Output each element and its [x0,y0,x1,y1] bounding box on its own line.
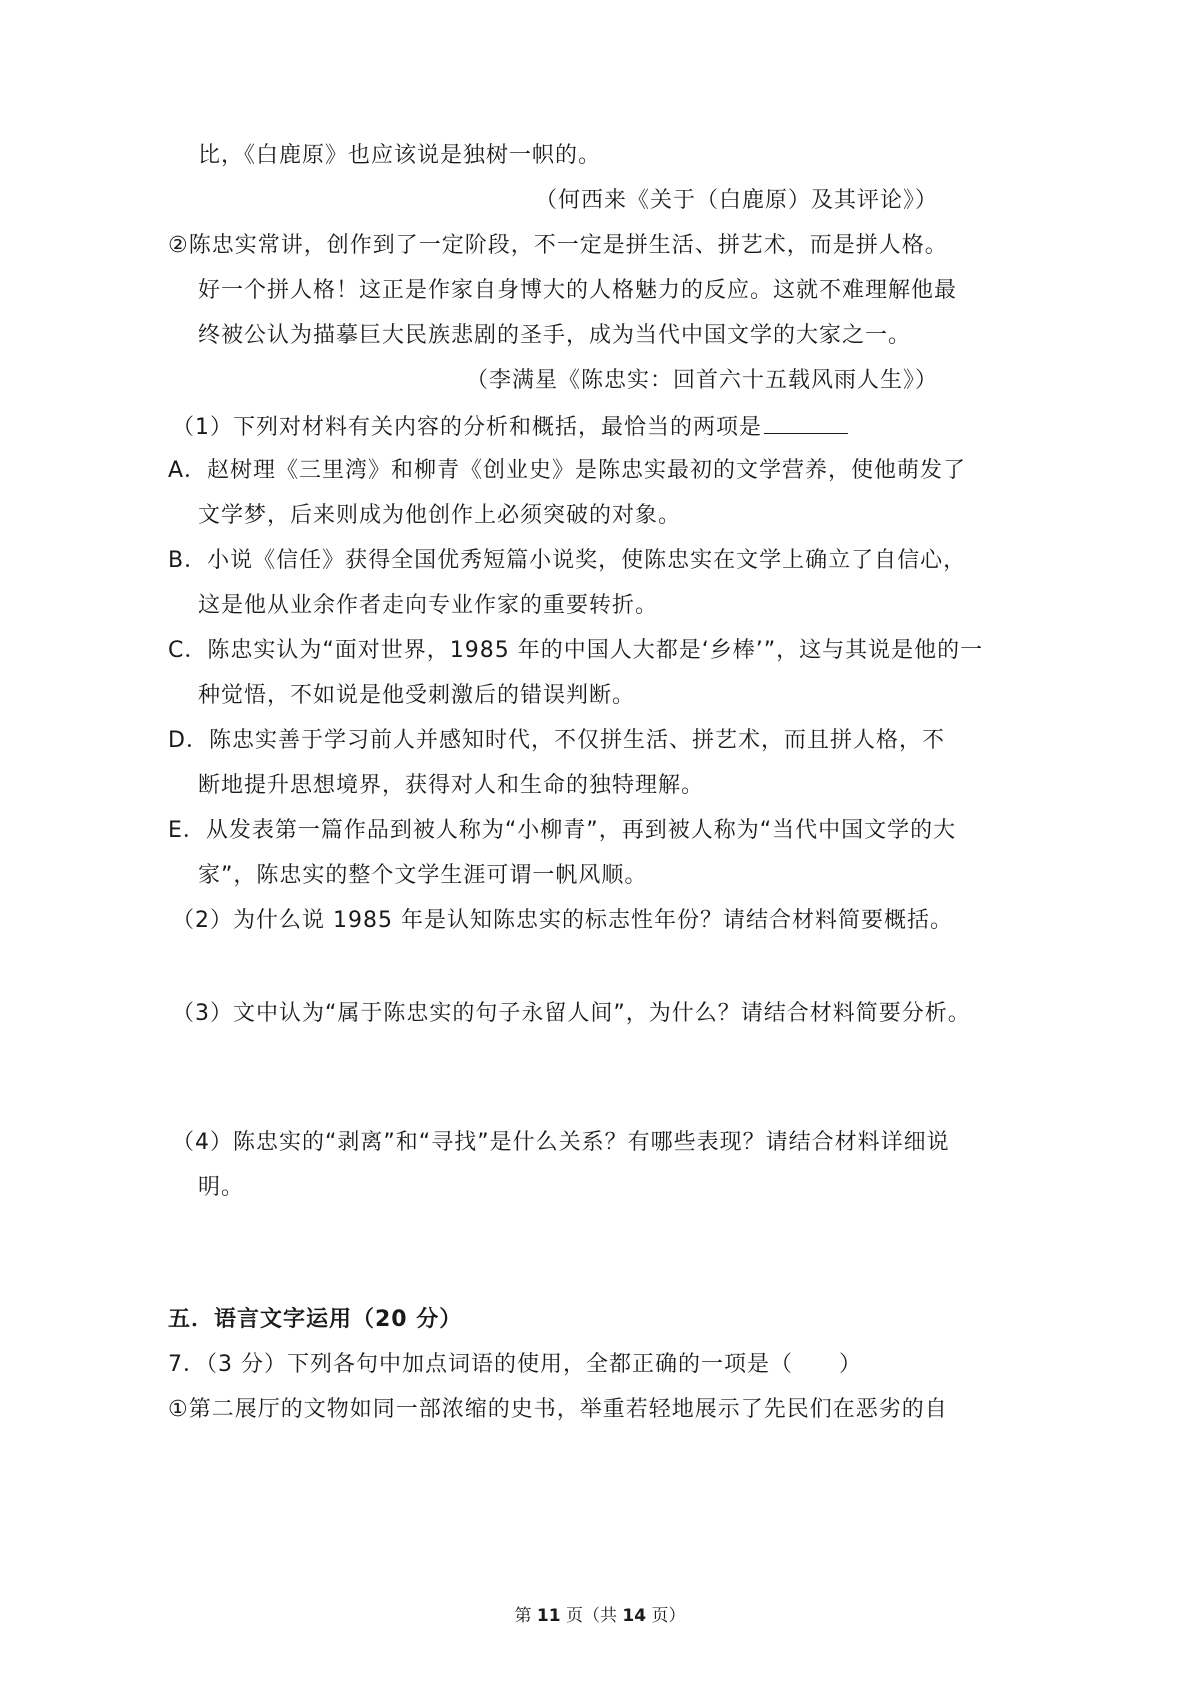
quote2-line1: ②陈忠实常讲，创作到了一定阶段，不一定是拼生活、拼艺术，而是拼人格。 [168,233,948,258]
footer-prefix: 第 [514,1606,532,1626]
q1-option-d-line1: D．陈忠实善于学习前人并感知时代，不仅拼生活、拼艺术，而且拼人格，不 [168,728,945,753]
q1-option-c-line1: C．陈忠实认为“面对世界，1985 年的中国人大都是‘乡棒’”，这与其说是他的一 [168,638,984,663]
footer-middle: 页（共 [566,1606,617,1626]
quote2-line3: 终被公认为描摹巨大民族悲剧的圣手，成为当代中国文学的大家之一。 [198,323,912,348]
q1-prompt-text: （1）下列对材料有关内容的分析和概括，最恰当的两项是 [172,415,762,440]
q4-line1: （4）陈忠实的“剥离”和“寻找”是什么关系？有哪些表现？请结合材料详细说 [172,1130,950,1155]
q1-option-a-line1: A．赵树理《三里湾》和柳青《创业史》是陈忠实最初的文学营养，使他萌发了 [168,458,967,483]
q7-sentence1: ①第二展厅的文物如同一部浓缩的史书，举重若轻地展示了先民们在恶劣的自 [168,1397,948,1422]
q3-text: （3）文中认为“属于陈忠实的句子永留人间”，为什么？请结合材料简要分析。 [172,1001,971,1026]
section5-heading: 五．语言文字运用（20 分） [168,1307,463,1332]
q4-line2: 明。 [198,1175,245,1200]
q1-answer-blank[interactable] [764,411,848,434]
q1-option-e-line2: 家”，陈忠实的整个文学生涯可谓一帆风顺。 [198,863,648,888]
q1-option-a-line2: 文学梦，后来则成为他创作上必须突破的对象。 [198,503,682,528]
footer-suffix: 页） [651,1606,686,1626]
q1-option-b-line1: B．小说《信任》获得全国优秀短篇小说奖，使陈忠实在文学上确立了自信心， [168,548,967,573]
footer-page-number: 11 [536,1606,561,1626]
q7-stem: 7．（3 分）下列各句中加点词语的使用，全都正确的一项是（ ） [168,1352,862,1377]
quote1-source: （何西来《关于（白鹿原）及其评论》） [534,188,938,213]
q1-prompt [172,411,848,443]
quote2-line2: 好一个拼人格！这正是作家自身博大的人格魅力的反应。这就不难理解他最 [198,278,958,303]
page-footer [0,1604,1200,1628]
quote2-source: （李满星《陈忠实：回首六十五载风雨人生》） [465,368,938,393]
q1-option-d-line2: 断地提升思想境界，获得对人和生命的独特理解。 [198,773,705,798]
quote1-end-line: 比，《白鹿原》也应该说是独树一帜的。 [198,143,602,168]
q1-option-b-line2: 这是他从业余作者走向专业作家的重要转折。 [198,593,659,618]
q2-text: （2）为什么说 1985 年是认知陈忠实的标志性年份？请结合材料简要概括。 [172,908,953,933]
footer-total-pages: 14 [622,1606,647,1626]
q1-option-e-line1: E．从发表第一篇作品到被人称为“小柳青”，再到被人称为“当代中国文学的大 [168,818,957,843]
q1-option-c-line2: 种觉悟，不如说是他受刺激后的错误判断。 [198,683,636,708]
